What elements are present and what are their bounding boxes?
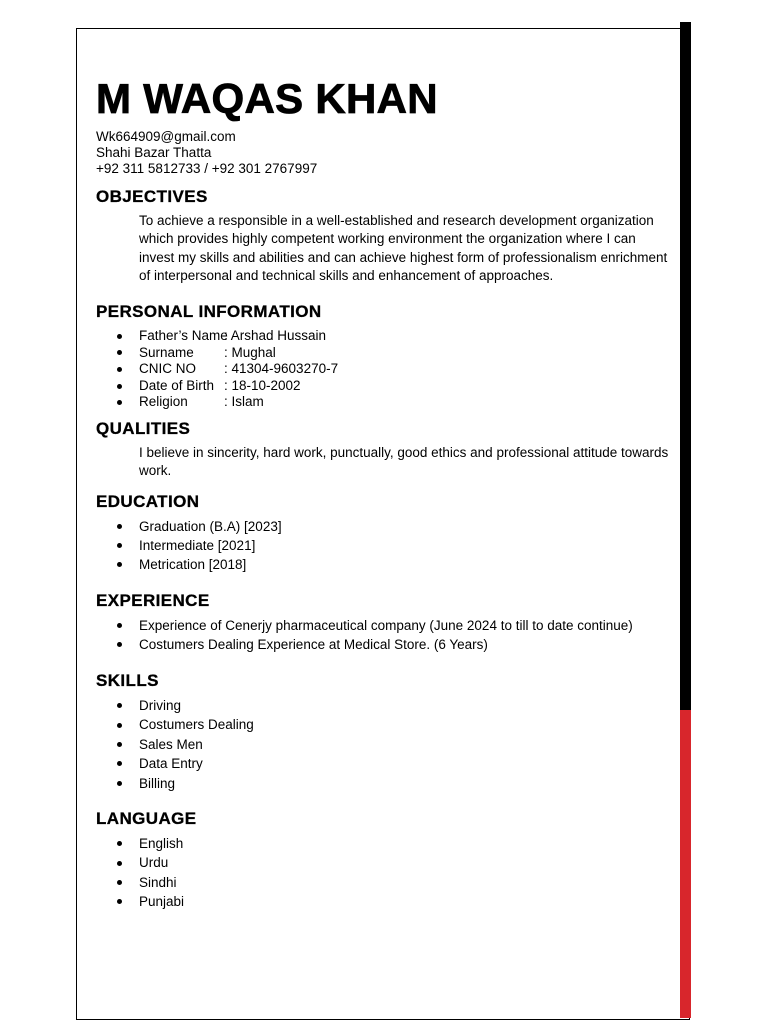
personal-information-list bbox=[0, 328, 338, 411]
education-item-text: Graduation (B.A) [2023] bbox=[139, 519, 282, 534]
education-item bbox=[0, 555, 282, 574]
bullet-icon bbox=[117, 384, 122, 389]
language-list bbox=[0, 834, 184, 912]
personal-info-label: Religion bbox=[139, 394, 188, 410]
bullet-icon bbox=[117, 880, 122, 885]
personal-info-item-fathers-name bbox=[0, 328, 338, 345]
skill-item-text: Data Entry bbox=[139, 756, 203, 772]
language-heading: LANGUAGE bbox=[96, 809, 197, 828]
language-item-text: English bbox=[139, 836, 184, 851]
objectives-text: To achieve a responsible in a well-established and research development organization which provides highly competent working environment the organization where I can invest my skills and abilities and can achieve highest form of professionalism enrichment of interpersonal and technical skills and enhancement of approaches. bbox=[139, 213, 668, 283]
personal-info-value: : Islam bbox=[224, 394, 264, 410]
personal-info-value: : Arshad Hussain bbox=[224, 328, 327, 343]
bullet-icon bbox=[117, 562, 122, 567]
bullet-icon bbox=[117, 723, 122, 728]
skills-heading: SKILLS bbox=[96, 671, 159, 690]
objectives-heading: OBJECTIVES bbox=[96, 187, 208, 206]
experience-heading: EXPERIENCE bbox=[96, 591, 210, 610]
skill-item-text: Costumers Dealing bbox=[139, 717, 254, 733]
bullet-icon bbox=[117, 861, 122, 866]
bullet-icon bbox=[117, 350, 122, 355]
education-item bbox=[0, 536, 282, 555]
bullet-icon bbox=[117, 400, 122, 405]
bullet-icon bbox=[117, 841, 122, 846]
bullet-icon bbox=[117, 367, 122, 372]
skill-item-text: Billing bbox=[139, 775, 176, 791]
skill-item bbox=[0, 754, 254, 773]
personal-info-item-cnic bbox=[0, 361, 338, 378]
experience-list bbox=[0, 616, 633, 654]
skill-item bbox=[0, 715, 254, 734]
language-item bbox=[0, 873, 184, 892]
skill-item-text: Sales Men bbox=[139, 736, 203, 752]
qualities-heading: QUALITIES bbox=[96, 419, 191, 438]
skill-item bbox=[0, 696, 254, 715]
bullet-icon bbox=[117, 761, 122, 766]
contact-address: Shahi Bazar Thatta bbox=[96, 145, 212, 160]
education-item-text: Intermediate [2021] bbox=[139, 538, 256, 553]
contact-block bbox=[96, 129, 317, 177]
bullet-icon bbox=[117, 543, 122, 548]
contact-phone: +92 311 5812733 / +92 301 2767997 bbox=[96, 161, 318, 176]
language-item bbox=[0, 892, 184, 911]
education-list bbox=[0, 517, 282, 574]
side-accent-bar-red bbox=[680, 710, 691, 1018]
personal-info-value: : Mughal bbox=[224, 344, 276, 360]
language-item bbox=[0, 834, 184, 853]
personal-info-label: Father’s Name bbox=[139, 328, 228, 343]
side-accent-bar-black bbox=[680, 22, 691, 710]
personal-info-label: CNIC NO bbox=[139, 361, 196, 377]
language-item-text: Sindhi bbox=[139, 874, 177, 890]
skill-item bbox=[0, 735, 254, 754]
experience-item bbox=[0, 635, 633, 654]
personal-info-value: : 41304-9603270-7 bbox=[224, 361, 339, 377]
personal-info-label: Date of Birth bbox=[139, 377, 215, 393]
personal-info-value: : 18-10-2002 bbox=[224, 377, 301, 393]
applicant-name: M WAQAS KHAN bbox=[96, 75, 438, 122]
language-item-text: Urdu bbox=[139, 855, 169, 871]
qualities-text: I believe in sincerity, hard work, punctually, good ethics and professional attitude towards work. bbox=[139, 445, 669, 479]
experience-item bbox=[0, 616, 633, 635]
personal-info-item-surname bbox=[0, 345, 338, 362]
language-item bbox=[0, 853, 184, 872]
bullet-icon bbox=[117, 623, 122, 628]
education-item bbox=[0, 517, 282, 536]
personal-info-item-religion bbox=[0, 394, 338, 411]
personal-information-heading: PERSONAL INFORMATION bbox=[96, 302, 322, 321]
education-item-text: Metrication [2018] bbox=[139, 557, 247, 572]
bullet-icon bbox=[117, 781, 122, 786]
bullet-icon bbox=[117, 642, 122, 647]
skill-item-text: Driving bbox=[139, 698, 182, 713]
bullet-icon bbox=[117, 334, 122, 339]
experience-item-text: Costumers Dealing Experience at Medical Store. (6 Years) bbox=[139, 637, 488, 652]
bullet-icon bbox=[117, 899, 122, 904]
skill-item bbox=[0, 774, 254, 793]
skills-list bbox=[0, 696, 254, 793]
bullet-icon bbox=[117, 742, 122, 747]
bullet-icon bbox=[117, 524, 122, 529]
bullet-icon bbox=[117, 703, 122, 708]
personal-info-label: Surname bbox=[139, 344, 194, 360]
language-item-text: Punjabi bbox=[139, 894, 185, 910]
personal-info-item-date-of-birth bbox=[0, 378, 338, 395]
experience-item-text: Experience of Cenerjy pharmaceutical company (June 2024 to till to date continue) bbox=[139, 618, 633, 633]
education-heading: EDUCATION bbox=[96, 492, 200, 511]
contact-email: Wk664909@gmail.com bbox=[96, 129, 236, 144]
